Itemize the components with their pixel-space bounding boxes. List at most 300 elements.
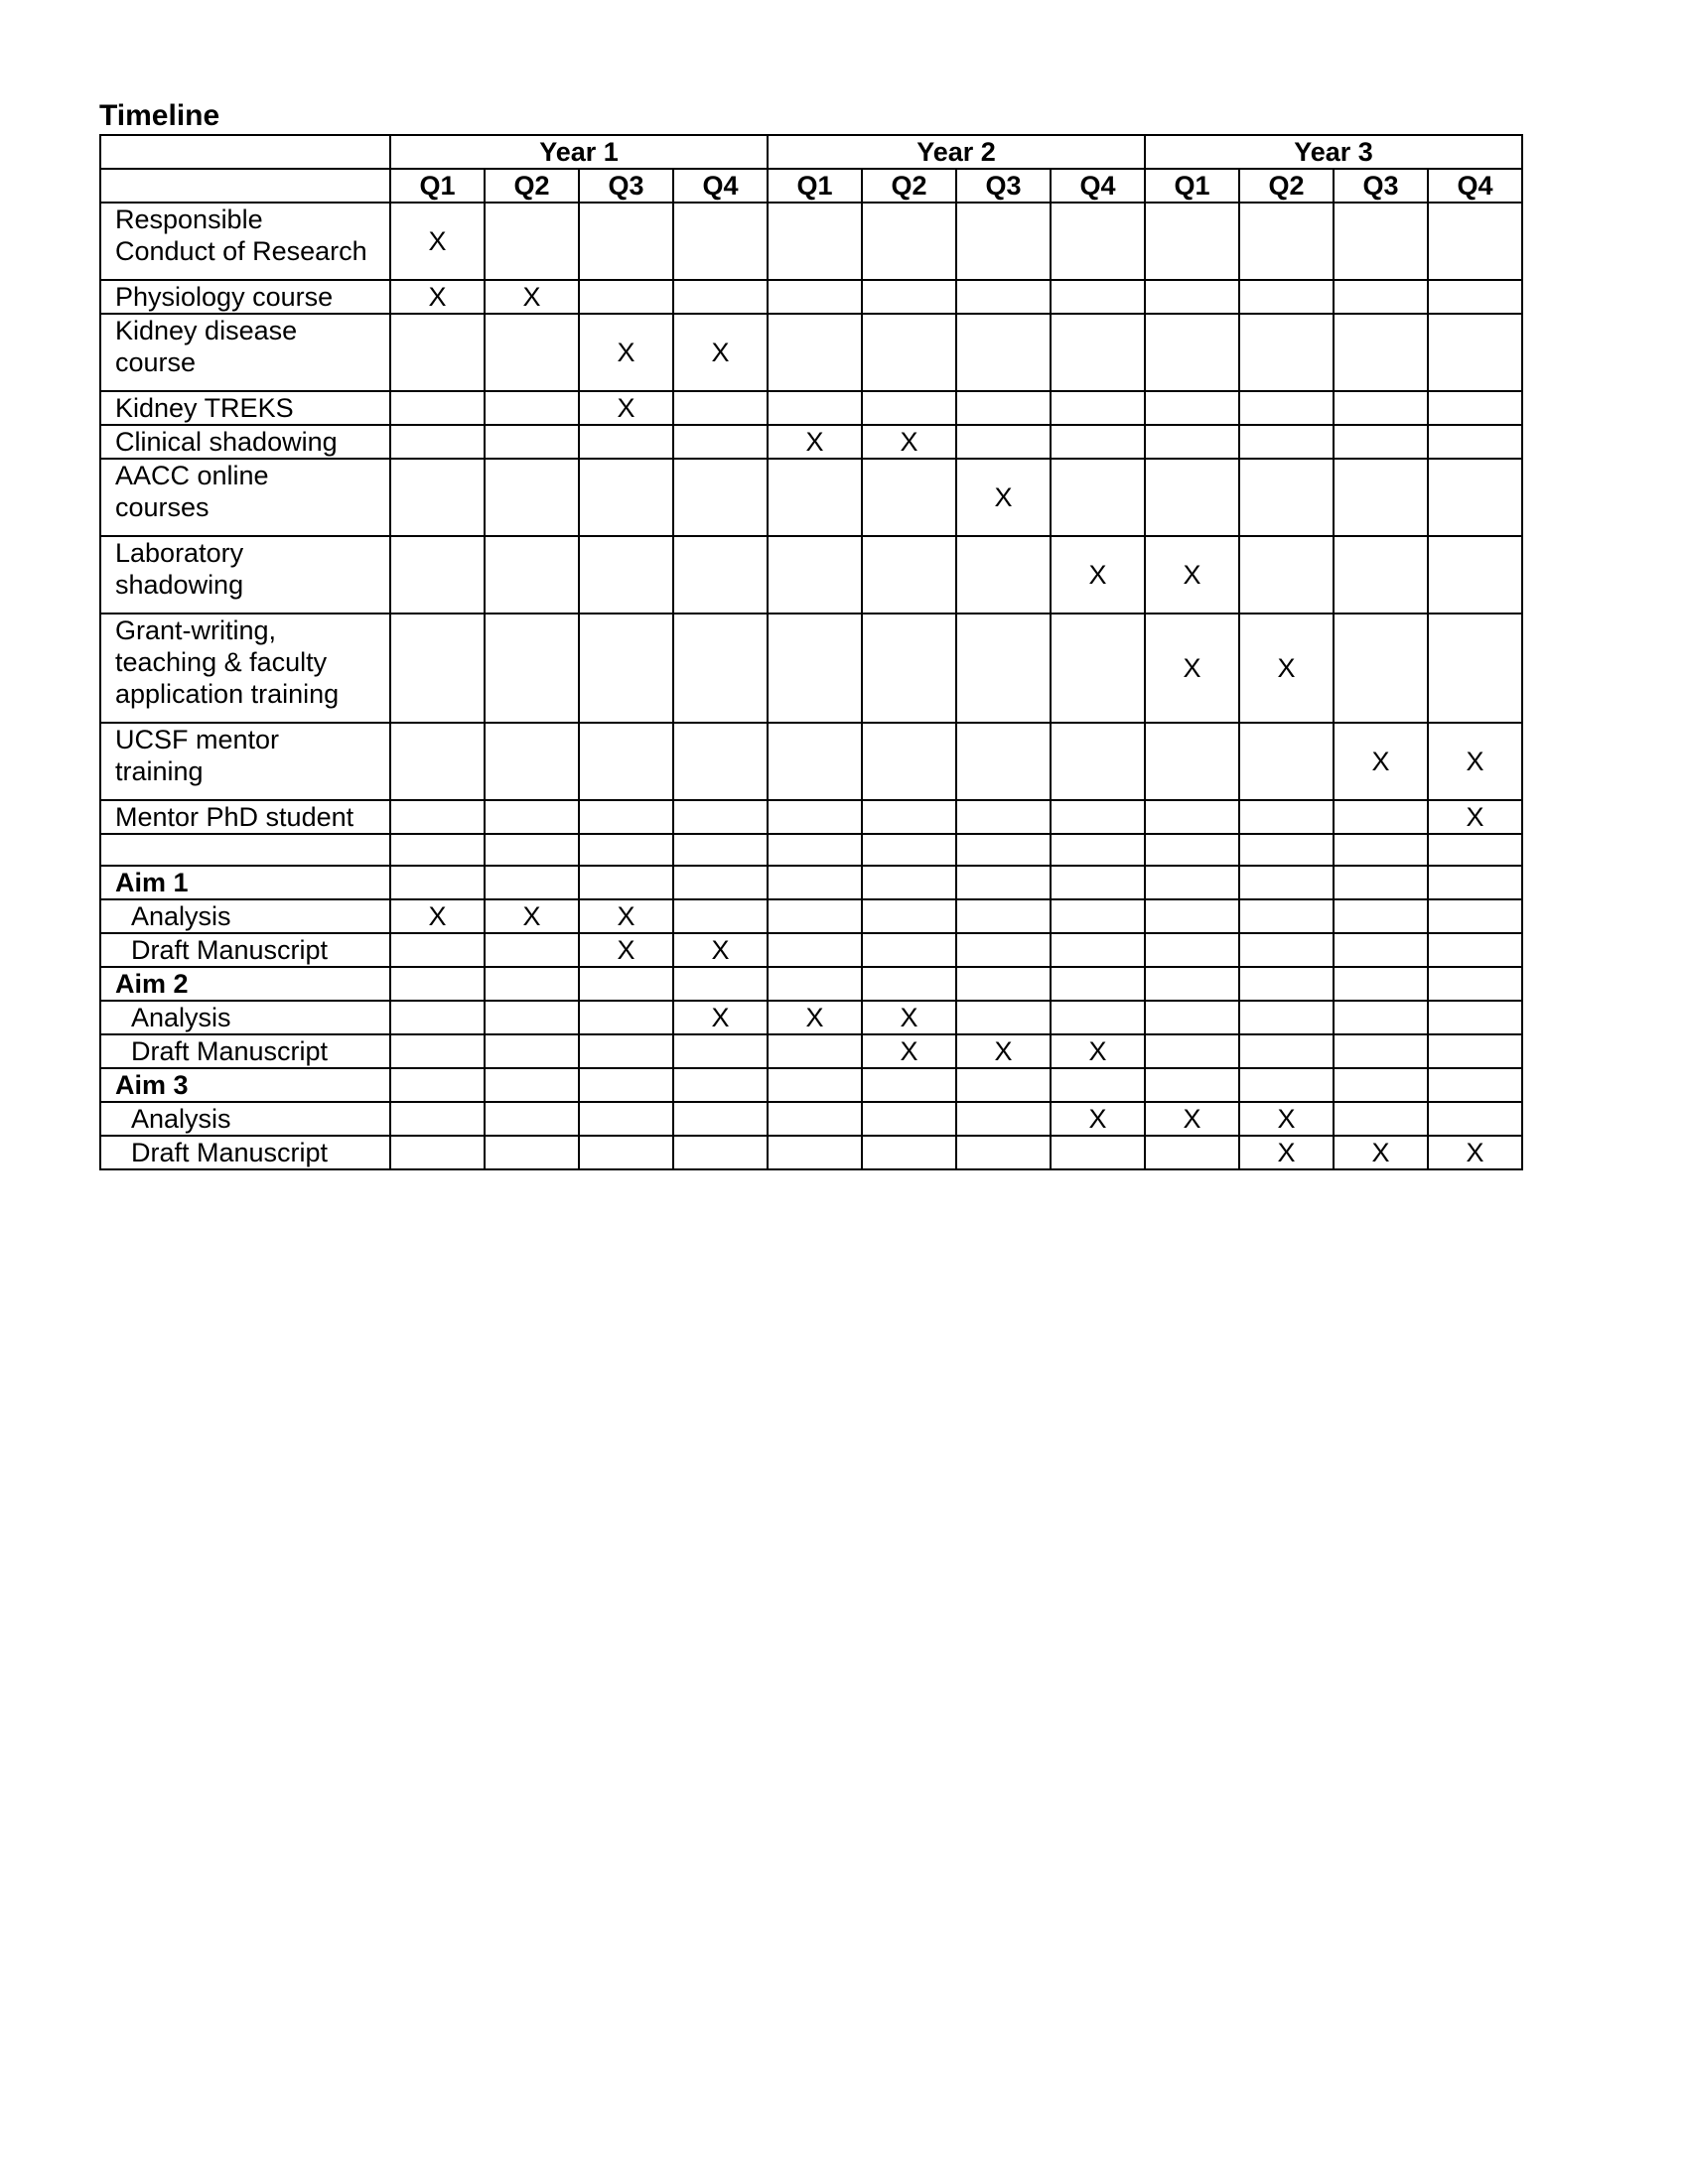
quarter-cell: [390, 800, 485, 834]
row-label-line: Draft Manuscript: [131, 1138, 329, 1167]
quarter-header-row: [100, 169, 1522, 203]
quarter-cell: [1051, 536, 1145, 614]
quarter-cell: [862, 899, 956, 933]
scheduled-mark: X: [900, 1003, 918, 1032]
scheduled-mark: X: [617, 901, 635, 931]
scheduled-mark: X: [1183, 1104, 1201, 1134]
quarter-cell: [485, 1034, 579, 1068]
row-label: [100, 1001, 390, 1034]
quarter-cell: [1334, 723, 1428, 800]
quarter-cell: [1428, 967, 1522, 1001]
quarter-cell: [956, 536, 1051, 614]
quarter-cell: [1239, 1102, 1334, 1136]
quarter-cell: [1145, 459, 1239, 536]
row-label: [100, 536, 390, 614]
row-label: [100, 203, 390, 280]
quarter-cell: [485, 1136, 579, 1169]
quarter-cell: [1239, 899, 1334, 933]
quarter-cell: [1239, 866, 1334, 899]
row-label-line: Grant-writing,: [115, 615, 277, 645]
quarter-cell: [485, 1102, 579, 1136]
quarter-cell: [579, 536, 673, 614]
quarter-cell: [1145, 723, 1239, 800]
quarter-cell: [579, 967, 673, 1001]
quarter-cell: [673, 280, 768, 314]
quarter-cell: [956, 1136, 1051, 1169]
quarter-cell: [862, 203, 956, 280]
quarter-cell: [1239, 425, 1334, 459]
quarter-cell: [390, 391, 485, 425]
quarter-cell: [768, 280, 862, 314]
quarter-cell: [956, 425, 1051, 459]
quarter-cell: [673, 203, 768, 280]
quarter-cell: [673, 800, 768, 834]
quarter-cell: [768, 1136, 862, 1169]
quarter-cell: [390, 866, 485, 899]
scheduled-mark: X: [1088, 560, 1107, 590]
quarter-cell: [1334, 834, 1428, 866]
row-label-line: training: [115, 756, 204, 786]
quarter-header: Q2: [862, 169, 956, 203]
quarter-cell: [1428, 459, 1522, 536]
quarter-cell: [1334, 536, 1428, 614]
quarter-cell: [1334, 899, 1428, 933]
quarter-cell: [673, 391, 768, 425]
row-label: [100, 1068, 390, 1102]
row-label-line: application training: [115, 679, 340, 709]
quarter-cell: [1428, 1102, 1522, 1136]
quarter-cell: [485, 314, 579, 391]
quarter-cell: [956, 866, 1051, 899]
quarter-cell: [1428, 1068, 1522, 1102]
scheduled-mark: X: [428, 226, 447, 256]
quarter-cell: [579, 1068, 673, 1102]
quarter-cell: [956, 1102, 1051, 1136]
quarter-cell: [579, 1136, 673, 1169]
quarter-cell: [1239, 834, 1334, 866]
scheduled-mark: X: [711, 338, 730, 367]
quarter-cell: [1428, 899, 1522, 933]
quarter-cell: [485, 967, 579, 1001]
timeline-row: [100, 314, 1522, 391]
scheduled-mark: X: [1088, 1104, 1107, 1134]
quarter-cell: [768, 314, 862, 391]
quarter-cell: [1239, 723, 1334, 800]
row-label-line: Kidney disease: [115, 316, 298, 345]
quarter-cell: [579, 614, 673, 723]
quarter-cell: [956, 1034, 1051, 1068]
row-label: [100, 967, 390, 1001]
quarter-cell: [1051, 280, 1145, 314]
quarter-cell: [1428, 1034, 1522, 1068]
quarter-cell: [768, 834, 862, 866]
page-title: Timeline: [99, 99, 220, 132]
quarter-cell: [1334, 866, 1428, 899]
timeline-row: [100, 425, 1522, 459]
row-label-line: Draft Manuscript: [131, 935, 329, 965]
quarter-cell: [956, 723, 1051, 800]
quarter-cell: [768, 967, 862, 1001]
quarter-cell: [485, 834, 579, 866]
scheduled-mark: X: [1277, 1104, 1296, 1134]
row-label: [100, 425, 390, 459]
timeline-row: [100, 967, 1522, 1001]
row-label-line: UCSF mentor: [115, 725, 280, 754]
quarter-cell: [1428, 866, 1522, 899]
quarter-cell: [1334, 800, 1428, 834]
quarter-cell: [390, 967, 485, 1001]
quarter-cell: [579, 1034, 673, 1068]
quarter-cell: [579, 1102, 673, 1136]
quarter-cell: [1145, 1034, 1239, 1068]
quarter-cell: [1051, 899, 1145, 933]
quarter-cell: [1428, 203, 1522, 280]
quarter-cell: [485, 459, 579, 536]
quarter-cell: [579, 723, 673, 800]
quarter-cell: [1334, 280, 1428, 314]
quarter-cell: [1145, 1102, 1239, 1136]
quarter-cell: [1145, 1136, 1239, 1169]
timeline-row: [100, 1001, 1522, 1034]
quarter-cell: [673, 723, 768, 800]
quarter-cell: [1051, 1001, 1145, 1034]
row-label: [100, 933, 390, 967]
row-label: [100, 1136, 390, 1169]
quarter-cell: [1051, 203, 1145, 280]
scheduled-mark: X: [522, 282, 541, 312]
quarter-cell: [956, 967, 1051, 1001]
quarter-cell: [673, 899, 768, 933]
quarter-cell: [579, 866, 673, 899]
quarter-cell: [1239, 536, 1334, 614]
row-label: [100, 459, 390, 536]
row-label-line: course: [115, 347, 197, 377]
timeline-row: [100, 391, 1522, 425]
quarter-cell: [956, 800, 1051, 834]
quarter-cell: [862, 314, 956, 391]
scheduled-mark: X: [1466, 747, 1484, 776]
row-label: [100, 834, 390, 866]
quarter-header: Q4: [673, 169, 768, 203]
quarter-cell: [1428, 800, 1522, 834]
quarter-cell: [1145, 536, 1239, 614]
quarter-cell: [1051, 391, 1145, 425]
timeline-row: [100, 1068, 1522, 1102]
scheduled-mark: X: [1277, 1138, 1296, 1167]
scheduled-mark: X: [1371, 747, 1390, 776]
quarter-cell: [1239, 280, 1334, 314]
timeline-table: [99, 134, 1523, 1170]
quarter-cell: [862, 614, 956, 723]
year-header: Year 3: [1145, 135, 1522, 169]
quarter-cell: [862, 1136, 956, 1169]
quarter-cell: [1145, 203, 1239, 280]
quarter-cell: [1428, 391, 1522, 425]
scheduled-mark: X: [711, 935, 730, 965]
quarter-cell: [1051, 459, 1145, 536]
quarter-cell: [579, 203, 673, 280]
quarter-cell: [485, 1001, 579, 1034]
quarter-cell: [485, 536, 579, 614]
quarter-cell: [1428, 536, 1522, 614]
quarter-header: Q2: [1239, 169, 1334, 203]
scheduled-mark: X: [711, 1003, 730, 1032]
quarter-cell: [390, 425, 485, 459]
quarter-cell: [1334, 1068, 1428, 1102]
scheduled-mark: X: [1088, 1036, 1107, 1066]
quarter-cell: [485, 1068, 579, 1102]
row-label-line: Responsible: [115, 205, 263, 234]
quarter-cell: [1239, 391, 1334, 425]
row-label-line: Draft Manuscript: [131, 1036, 329, 1066]
quarter-cell: [1334, 1102, 1428, 1136]
timeline-row: [100, 834, 1522, 866]
quarter-cell: [485, 800, 579, 834]
quarter-header: Q4: [1428, 169, 1522, 203]
corner-cell: [100, 135, 390, 169]
quarter-cell: [1239, 203, 1334, 280]
quarter-cell: [1145, 899, 1239, 933]
quarter-cell: [1334, 203, 1428, 280]
timeline-row: [100, 866, 1522, 899]
quarter-cell: [956, 933, 1051, 967]
scheduled-mark: X: [1183, 560, 1201, 590]
row-label-line: Aim 2: [115, 969, 189, 999]
quarter-cell: [1145, 834, 1239, 866]
quarter-cell: [390, 1001, 485, 1034]
quarter-cell: [956, 614, 1051, 723]
scheduled-mark: X: [1277, 653, 1296, 683]
row-label-line: Kidney TREKS: [115, 393, 294, 423]
quarter-cell: [1051, 425, 1145, 459]
quarter-cell: [390, 536, 485, 614]
scheduled-mark: X: [1466, 1138, 1484, 1167]
row-label: [100, 391, 390, 425]
quarter-cell: [673, 1102, 768, 1136]
quarter-cell: [862, 1068, 956, 1102]
quarter-cell: [579, 391, 673, 425]
quarter-cell: [1239, 1136, 1334, 1169]
quarter-cell: [956, 1068, 1051, 1102]
quarter-header: Q3: [1334, 169, 1428, 203]
quarter-cell: [485, 614, 579, 723]
quarter-cell: [768, 391, 862, 425]
quarter-cell: [768, 1034, 862, 1068]
quarter-cell: [673, 425, 768, 459]
quarter-cell: [673, 967, 768, 1001]
quarter-cell: [673, 1068, 768, 1102]
timeline-row: [100, 280, 1522, 314]
quarter-cell: [579, 800, 673, 834]
quarter-cell: [1051, 314, 1145, 391]
quarter-cell: [862, 1102, 956, 1136]
year-header-row: [100, 135, 1522, 169]
quarter-cell: [1145, 1068, 1239, 1102]
quarter-cell: [485, 280, 579, 314]
quarter-cell: [673, 1136, 768, 1169]
quarter-cell: [862, 800, 956, 834]
quarter-cell: [390, 280, 485, 314]
quarter-cell: [579, 834, 673, 866]
quarter-cell: [485, 203, 579, 280]
timeline-row: [100, 933, 1522, 967]
quarter-cell: [862, 1001, 956, 1034]
quarter-cell: [390, 1034, 485, 1068]
timeline-row: [100, 899, 1522, 933]
quarter-cell: [768, 425, 862, 459]
quarter-cell: [1145, 391, 1239, 425]
quarter-cell: [1334, 1136, 1428, 1169]
quarter-cell: [673, 834, 768, 866]
quarter-cell: [673, 536, 768, 614]
scheduled-mark: X: [617, 393, 635, 423]
quarter-cell: [390, 723, 485, 800]
quarter-cell: [862, 536, 956, 614]
quarter-cell: [1428, 614, 1522, 723]
quarter-cell: [862, 1034, 956, 1068]
quarter-cell: [1145, 1001, 1239, 1034]
quarter-cell: [1334, 314, 1428, 391]
quarter-cell: [390, 1068, 485, 1102]
scheduled-mark: X: [1183, 653, 1201, 683]
quarter-cell: [579, 933, 673, 967]
quarter-cell: [862, 459, 956, 536]
quarter-cell: [390, 834, 485, 866]
quarter-cell: [768, 614, 862, 723]
quarter-cell: [956, 391, 1051, 425]
quarter-cell: [579, 899, 673, 933]
quarter-cell: [579, 1001, 673, 1034]
quarter-cell: [1239, 614, 1334, 723]
quarter-cell: [768, 1001, 862, 1034]
quarter-cell: [1239, 1001, 1334, 1034]
quarter-cell: [1145, 967, 1239, 1001]
quarter-cell: [390, 614, 485, 723]
year-header: Year 2: [768, 135, 1145, 169]
row-label-line: Laboratory: [115, 538, 244, 568]
quarter-cell: [1145, 933, 1239, 967]
quarter-cell: [673, 459, 768, 536]
quarter-cell: [579, 459, 673, 536]
quarter-cell: [673, 1001, 768, 1034]
quarter-cell: [1428, 280, 1522, 314]
quarter-cell: [1239, 1034, 1334, 1068]
quarter-cell: [1145, 614, 1239, 723]
quarter-header: Q2: [485, 169, 579, 203]
quarter-cell: [768, 459, 862, 536]
quarter-cell: [1145, 314, 1239, 391]
quarter-cell: [862, 967, 956, 1001]
quarter-header: Q1: [768, 169, 862, 203]
quarter-cell: [1334, 1034, 1428, 1068]
quarter-cell: [956, 280, 1051, 314]
scheduled-mark: X: [617, 935, 635, 965]
quarter-cell: [862, 866, 956, 899]
row-label: [100, 280, 390, 314]
quarter-header: Q1: [1145, 169, 1239, 203]
quarter-cell: [1051, 1034, 1145, 1068]
quarter-cell: [1051, 614, 1145, 723]
timeline-row: [100, 1136, 1522, 1169]
quarter-cell: [862, 933, 956, 967]
quarter-cell: [579, 314, 673, 391]
row-label: [100, 1102, 390, 1136]
quarter-cell: [390, 1102, 485, 1136]
scheduled-mark: X: [900, 1036, 918, 1066]
quarter-cell: [862, 425, 956, 459]
quarter-cell: [862, 834, 956, 866]
quarter-cell: [1334, 967, 1428, 1001]
quarter-cell: [1334, 425, 1428, 459]
quarter-cell: [768, 899, 862, 933]
quarter-cell: [1051, 1068, 1145, 1102]
row-label: [100, 800, 390, 834]
timeline-row: [100, 614, 1522, 723]
row-label-line: teaching & faculty: [115, 647, 328, 677]
quarter-cell: [390, 459, 485, 536]
quarter-cell: [1428, 723, 1522, 800]
row-label: [100, 614, 390, 723]
quarter-cell: [673, 614, 768, 723]
quarter-cell: [956, 314, 1051, 391]
quarter-cell: [1428, 933, 1522, 967]
quarter-cell: [1051, 800, 1145, 834]
row-label-line: AACC online: [115, 461, 269, 490]
quarter-cell: [768, 800, 862, 834]
scheduled-mark: X: [428, 901, 447, 931]
timeline-row: [100, 723, 1522, 800]
row-label-line: shadowing: [115, 570, 244, 600]
quarter-header: Q3: [956, 169, 1051, 203]
quarter-cell: [1051, 1136, 1145, 1169]
row-label-line: Analysis: [131, 1104, 231, 1134]
quarter-cell: [768, 933, 862, 967]
quarter-cell: [673, 866, 768, 899]
quarter-cell: [390, 1136, 485, 1169]
quarter-cell: [1428, 425, 1522, 459]
quarter-cell: [956, 899, 1051, 933]
timeline-row: [100, 1034, 1522, 1068]
timeline-row: [100, 536, 1522, 614]
row-label-line: Mentor PhD student: [115, 802, 354, 832]
quarter-cell: [1334, 933, 1428, 967]
quarter-cell: [390, 314, 485, 391]
timeline-row: [100, 1102, 1522, 1136]
quarter-cell: [485, 866, 579, 899]
quarter-cell: [1145, 280, 1239, 314]
quarter-cell: [673, 314, 768, 391]
quarter-cell: [1145, 425, 1239, 459]
quarter-cell: [956, 834, 1051, 866]
row-label-line: Conduct of Research: [115, 236, 367, 266]
scheduled-mark: X: [428, 282, 447, 312]
row-label: [100, 866, 390, 899]
quarter-cell: [768, 1102, 862, 1136]
quarter-cell: [485, 899, 579, 933]
row-label-line: courses: [115, 492, 210, 522]
quarter-cell: [956, 203, 1051, 280]
quarter-cell: [956, 459, 1051, 536]
row-label: [100, 723, 390, 800]
quarter-cell: [768, 866, 862, 899]
quarter-cell: [579, 425, 673, 459]
quarter-cell: [1239, 967, 1334, 1001]
quarter-cell: [768, 1068, 862, 1102]
quarter-cell: [1428, 834, 1522, 866]
quarter-cell: [1051, 866, 1145, 899]
scheduled-mark: X: [900, 427, 918, 457]
quarter-cell: [390, 933, 485, 967]
